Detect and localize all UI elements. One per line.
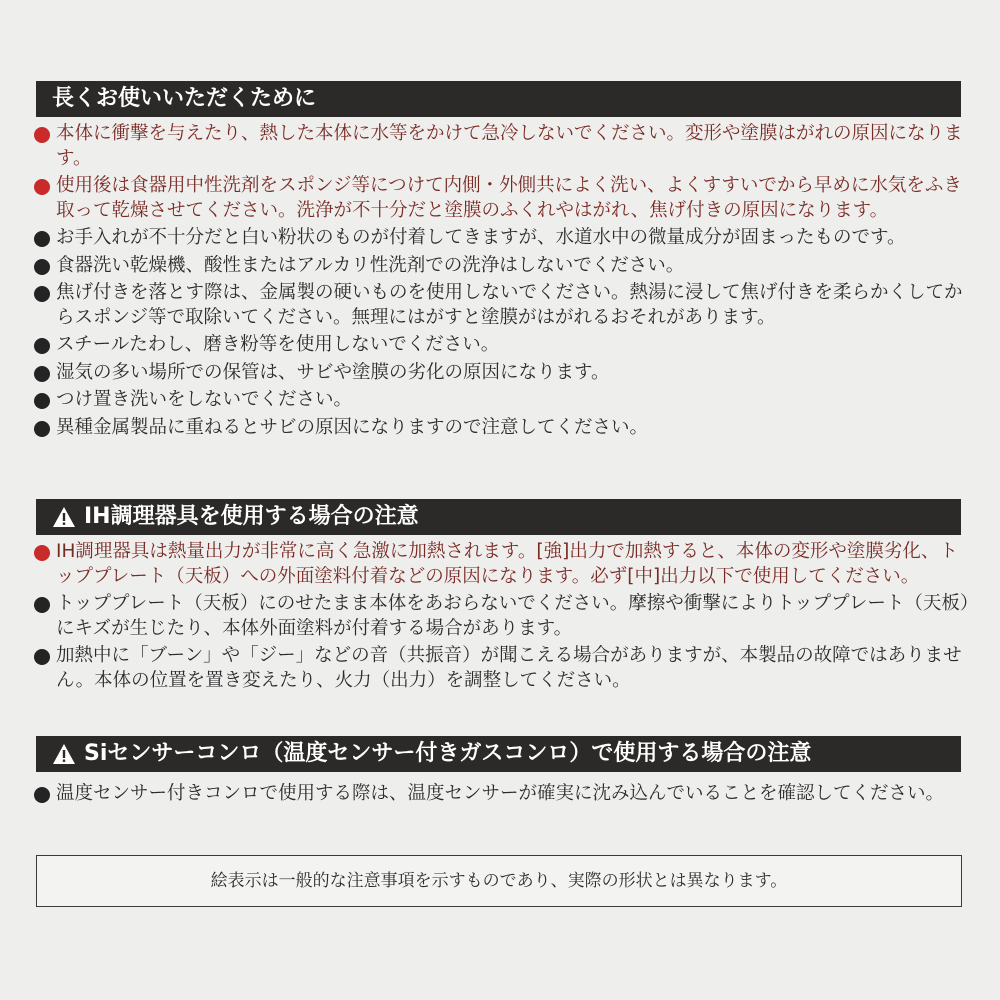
caution-item — [30, 388, 970, 413]
caution-item — [30, 333, 970, 358]
warning-triangle-icon — [52, 506, 76, 528]
caution-item — [30, 782, 970, 807]
bullet-icon — [34, 179, 50, 195]
bullet-icon — [34, 393, 50, 409]
caution-text: 食器洗い乾燥機、酸性またはアルカリ性洗剤での洗浄はしないでください。 — [56, 254, 685, 276]
caution-item — [30, 540, 970, 589]
caution-item — [30, 416, 970, 441]
caution-text: トッププレート（天板）にのせたまま本体をあおらないでください。摩擦や衝撃によりトッププレート（天板）にキズが生じたり、本体外面塗料が付着する場合があります。 — [56, 593, 970, 639]
warning-triangle-icon — [52, 743, 76, 765]
bullet-icon — [34, 338, 50, 354]
bullet-icon — [34, 787, 50, 803]
caution-item — [30, 592, 970, 641]
caution-item — [30, 226, 970, 251]
section-title-si: Siセンサーコンロ（温度センサー付きガスコンロ）で使用する場合の注意 — [84, 741, 812, 766]
caution-text: 湿気の多い場所での保管は、サビや塗膜の劣化の原因になります。 — [56, 361, 610, 383]
ih-list — [30, 540, 970, 696]
caution-text: スチールたわし、磨き粉等を使用しないでください。 — [56, 334, 500, 355]
si-list — [30, 782, 970, 810]
care-list — [30, 122, 970, 443]
bullet-icon — [34, 649, 50, 665]
caution-text: 本体に衝撃を与えたり、熱した本体に水等をかけて急冷しないでください。変形や塗膜はがれの原因になります。 — [56, 123, 963, 169]
caution-text: 使用後は食器用中性洗剤をスポンジ等につけて内側・外側共によく洗い、よくすすいでから早めに水気をふき取って乾燥させてください。洗浄が不十分だと塗膜のふくれやはがれ、焦げ付きの原因になります。 — [56, 175, 962, 221]
bullet-icon — [34, 597, 50, 613]
caution-text: 異種金属製品に重ねるとサビの原因になりますので注意してください。 — [56, 416, 649, 438]
section-header-care — [36, 81, 961, 117]
bullet-icon — [34, 545, 50, 561]
caution-text: 温度センサー付きコンロで使用する際は、温度センサーが確実に沈み込んでいることを確認してください。 — [56, 783, 945, 804]
section-title-ih: IH調理器具を使用する場合の注意 — [84, 504, 419, 529]
section-title-care: 長くお使いいただくために — [52, 86, 317, 111]
bullet-icon — [34, 127, 50, 143]
caution-text: 焦げ付きを落とす際は、金属製の硬いものを使用しないでください。熱湯に浸して焦げ付きを柔らかくしてからスポンジ等で取除いてください。無理にはがすと塗膜がはがれるおそれがあります。 — [56, 282, 963, 328]
section-header-ih — [36, 499, 961, 535]
caution-text: お手入れが不十分だと白い粉状のものが付着してきますが、水道水中の微量成分が固まったものです。 — [56, 227, 906, 248]
disclaimer-box — [36, 855, 962, 907]
caution-text: IH調理器具は熱量出力が非常に高く急激に加熱されます。[強]出力で加熱すると、本体の変形や塗膜劣化、トッププレート（天板）への外面塗料付着などの原因になります。必ず[中]出力以下で使用してください。 — [56, 541, 958, 587]
caution-item — [30, 361, 970, 386]
caution-item — [30, 122, 970, 171]
bullet-icon — [34, 366, 50, 382]
caution-item — [30, 281, 970, 330]
bullet-icon — [34, 421, 50, 437]
caution-item — [30, 174, 970, 223]
bullet-icon — [34, 259, 50, 275]
caution-text: 加熱中に「ブーン」や「ジー」などの音（共振音）が聞こえる場合がありますが、本製品の故障ではありません。本体の位置を置き変えたり、火力（出力）を調整してください。 — [56, 645, 962, 691]
bullet-icon — [34, 286, 50, 302]
caution-item — [30, 644, 970, 693]
bullet-icon — [34, 231, 50, 247]
caution-item — [30, 254, 970, 279]
section-header-si — [36, 736, 961, 772]
disclaimer-text: 絵表示は一般的な注意事項を示すものであり、実際の形状とは異なります。 — [210, 871, 788, 891]
caution-text: つけ置き洗いをしないでください。 — [56, 389, 353, 410]
